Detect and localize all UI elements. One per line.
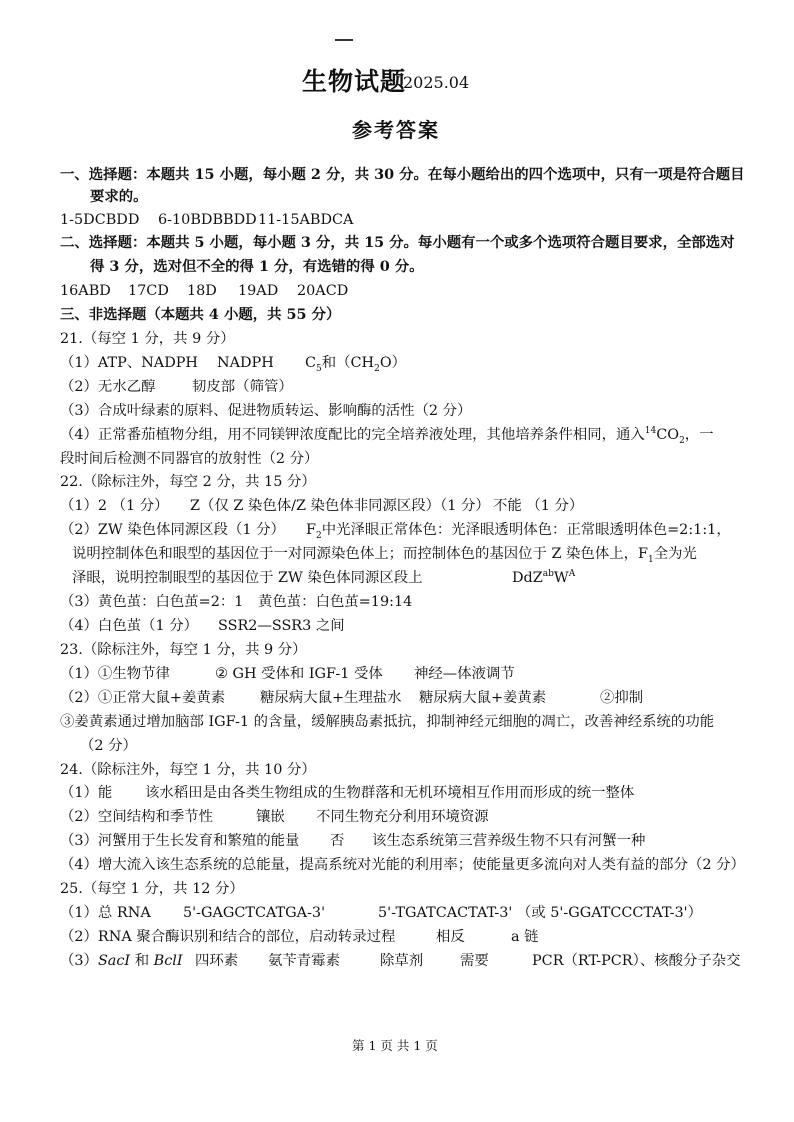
- q24-line4: （4）增大流入该生态系统的总能量，提高系统对光能的利用率；使能量更多流向对人类有益的部分（2 分）: [60, 857, 745, 873]
- q21-head: 21.（每空 1 分，共 9 分）: [60, 331, 235, 347]
- q23-line3: ③姜黄素通过增加脑部 IGF-1 的含量，缓解胰岛素抵抗，抑制神经元细胞的凋亡，改善神经系统的功能: [60, 714, 715, 730]
- q25-head: 25.（每空 1 分，共 12 分）: [60, 881, 244, 897]
- q21-line3: （3）合成叶绿素的原料、促进物质转运、影响酶的活性（2 分）: [60, 403, 472, 419]
- section2-heading-cont: 得 3 分，选对但不全的得 1 分，有选错的得 0 分。: [90, 258, 424, 275]
- page-footer: 第 1 页 共 1 页: [352, 1038, 438, 1053]
- top-mark: [335, 39, 353, 41]
- section3-heading: 三、非选择题（本题共 4 小题，共 55 分）: [60, 306, 341, 323]
- answer-16: 16ABD: [60, 283, 111, 299]
- answer-18: 18D: [187, 283, 217, 299]
- answer-11-15: 11-15ABDCA: [258, 212, 354, 228]
- answer-1-5: 1-5DCBDD: [60, 212, 140, 228]
- answer-20: 20ACD: [297, 283, 349, 299]
- section2-heading: 二、选择题：本题共 5 小题，每小题 3 分，共 15 分。每小题有一个或多个选项符合题目要求，全部选对: [60, 234, 735, 251]
- q21-line4: （4）正常番茄植物分组，用不同镁钾浓度配比的完全培养液处理，其他培养条件相同，通入$^{14}CO_2$，一: [60, 426, 714, 446]
- q24-head: 24.（除标注外，每空 1 分，共 10 分）: [60, 762, 316, 778]
- q22-head: 22.（除标注外，每空 2 分，共 15 分）: [60, 474, 316, 490]
- q21-line5: 段时间后检测不同器官的放射性（2 分）: [60, 451, 319, 467]
- section1-heading: 一、选择题：本题共 15 小题，每小题 2 分，共 30 分。在每小题给出的四个选项中，只有一项是符合题目: [60, 166, 745, 183]
- q23-line4: （2 分）: [80, 738, 137, 754]
- answer-6-10: 6-10BDBBDD: [158, 212, 257, 228]
- answer-sheet-page: 生物试题 2025.04 参考答案 一、选择题：本题共 15 小题，每小题 2 分，共 30 分。在每小题给出的四个选项中，只有一项是符合题目 要求的。 1-5DCBDD 6-10BDBBDD 11-15ABDCA 二、选择题：本题共 5 小题，每小题 3 分，共 15 分。每小题有一个或多个选项符合题目要求，全部选对 得 3 分，选对但不全的得 1 分，有选错的得 0 分。 16ABD 17CD 18D 19AD 20ACD 三、非选择题（本题共 4 小题，共 55 分） 21.（每空 1 分，共 9 分） （1）ATP、NADPH NADPH $C_5$和$(CH_2O)$ （2）无水乙醇 韧皮部（筛管） （3）合成叶绿素的原料、促进物质转运、影响酶的活性（2 分） （4）正常番茄植物分组，用不同镁钾浓度配比的完全培养液处理，其他培养条件相同，通入$^{14}CO_2$，一 段时间后检测不同器官的放射性（2 分） 22.（除标注外，每空 2 分，共 15 分） （1）2 （1 分） Z（仅 Z 染色体/Z 染色体非同源区段）（1 分） 不能 （1 分） （2）ZW 染色体同源区段（1 分） $F_2$中光泽眼正常体色：光泽眼透明体色：正常眼透明体色=2:1:1， 说明控制体色和眼型的基因位于一对同源染色体上；而控制体色的基因位于 Z 染色体上，$F_1$全为光 泽眼，说明控制眼型的基因位于 ZW 染色体同源区段上 $DdZ^{ab}W^A$ （3）黄色茧：白色茧=2：1 黄色茧：白色茧=19:14 （4）白色茧（1 分） SSR2—SSR3 之间 23.（除标注外，每空 1 分，共 9 分） （1）①生物节律 ② GH 受体和 IGF-1 受体 神经—体液调节 （2）①正常大鼠+姜黄素 糖尿病大鼠+生理盐水 糖尿病大鼠+姜黄素 ②抑制 ③姜黄素通过增加脑部 IGF-1 的含量，缓解胰岛素抵抗，抑制神经元细胞的凋亡，改善神经系统的功能 （2 分） 24.（除标注外，每空 1 分，共 10 分） （1）能 该水稻田是由各类生物组成的生物群落和无机环境相互作用而形成的统一整体 （2）空间结构和季节性 镶嵌 不同生物充分利用环境资源 （3）河蟹用于生长发育和繁殖的能量 否 该生态系统第三营养级生物不只有河蟹一种 （4）增大流入该生态系统的总能量，提高系统对光能的利用率；使能量更多流向对人类有益的部分（2 分） 25.（每空 1 分，共 12 分） （1）总 RNA 5'-GAGCTCATGA-3' 5'-TGATCACTAT-3' （或 5'-GGATCCCTAT-3'） （2）RNA 聚合酶识别和结合的部位，启动转录过程 相反 a 链 （3）SacI 和 BclI 四环素 氨苄青霉素 除草剂 需要 PCR（RT-PCR）、核酸分子杂交 第 1 页 共 1 页: [0, 0, 794, 1122]
- answer-19: 19AD: [238, 283, 279, 299]
- page-subtitle: 参考答案: [352, 118, 440, 142]
- q23-head: 23.（除标注外，每空 1 分，共 9 分）: [60, 642, 307, 658]
- section1-heading-cont: 要求的。: [90, 188, 148, 205]
- answer-17: 17CD: [128, 283, 169, 299]
- exam-date: 2025.04: [403, 73, 470, 92]
- q22-line3: 说明控制体色和眼型的基因位于一对同源染色体上；而控制体色的基因位于 Z 染色体上，$F_1$全为光: [72, 546, 697, 565]
- page-title: 生物试题: [302, 67, 407, 96]
